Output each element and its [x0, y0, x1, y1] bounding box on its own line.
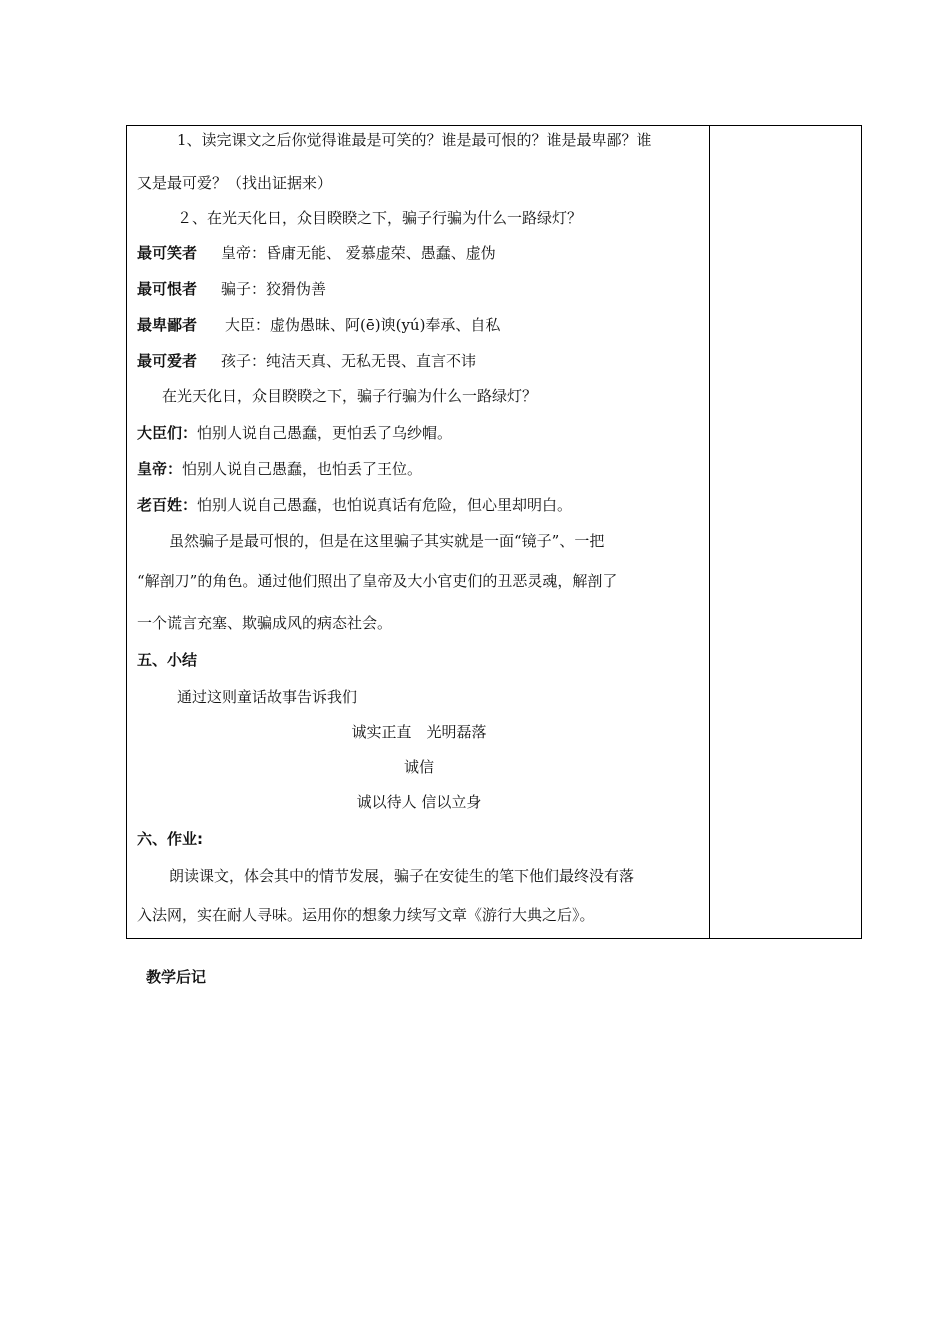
column-divider	[709, 126, 710, 938]
summary-line: 诚信	[403, 758, 434, 776]
answer-label: 老百姓：	[137, 496, 198, 514]
question-2-repeat: 在光天化日，众目睽睽之下，骗子行骗为什么一路绿灯？	[162, 387, 538, 405]
answer-text: 怕别人说自己愚蠢，也怕丢了王位。	[182, 460, 423, 478]
teaching-notes-label: 教学后记	[146, 968, 207, 986]
homework-heading: 六、作业:	[137, 830, 203, 848]
summary-line: 诚实正直 光明磊落	[351, 723, 487, 741]
role-desc: 大臣：虚伪愚昧、阿(ē)谀(yú)奉承、自私	[225, 316, 501, 334]
answer-row	[137, 495, 572, 515]
answer-label: 大臣们：	[137, 424, 198, 442]
answer-label: 皇帝：	[137, 460, 183, 478]
homework-line-1: 朗读课文，体会其中的情节发展，骗子在安徒生的笔下他们最终没有落	[169, 867, 635, 885]
role-row	[137, 315, 500, 335]
homework-line-2: 入法网，实在耐人寻味。运用你的想象力续写文章《游行大典之后》。	[137, 906, 595, 924]
conclusion-line-2: “解剖刀”的角色。通过他们照出了皇帝及大小官吏们的丑恶灵魂，解剖了	[137, 572, 618, 590]
role-label: 最卑鄙者	[137, 316, 198, 334]
question-1-line-2: 又是最可爱？（找出证据来）	[137, 174, 333, 192]
role-label: 最可笑者	[137, 244, 198, 262]
answer-row	[137, 459, 422, 479]
role-desc: 孩子：纯洁天真、无私无畏、直言不讳	[221, 352, 477, 370]
answer-text: 怕别人说自己愚蠢，也怕说真话有危险，但心里却明白。	[197, 496, 573, 514]
role-row	[137, 243, 496, 263]
question-1-line-1: 1、读完课文之后你觉得谁最是可笑的？谁是最可恨的？谁是最卑鄙？谁	[177, 131, 652, 149]
conclusion-line-3: 一个谎言充塞、欺骗成风的病态社会。	[137, 614, 393, 632]
summary-heading: 五、小结	[137, 651, 198, 669]
summary-intro: 通过这则童话故事告诉我们	[177, 688, 358, 706]
role-label: 最可爱者	[137, 352, 198, 370]
answer-text: 怕别人说自己愚蠢，更怕丢了乌纱帽。	[197, 424, 453, 442]
conclusion-line-1: 虽然骗子是最可恨的，但是在这里骗子其实就是一面“镜子”、一把	[169, 532, 605, 550]
summary-line: 诚以待人 信以立身	[356, 793, 482, 811]
role-row	[137, 279, 326, 299]
role-row	[137, 351, 476, 371]
question-2: ２、在光天化日，众目睽睽之下，骗子行骗为什么一路绿灯？	[177, 209, 583, 227]
role-desc: 皇帝：昏庸无能、 爱慕虚荣、愚蠢、虚伪	[221, 244, 496, 262]
lesson-table	[126, 125, 862, 939]
role-label: 最可恨者	[137, 280, 198, 298]
role-desc: 骗子：狡猾伪善	[221, 280, 327, 298]
answer-row	[137, 423, 452, 443]
